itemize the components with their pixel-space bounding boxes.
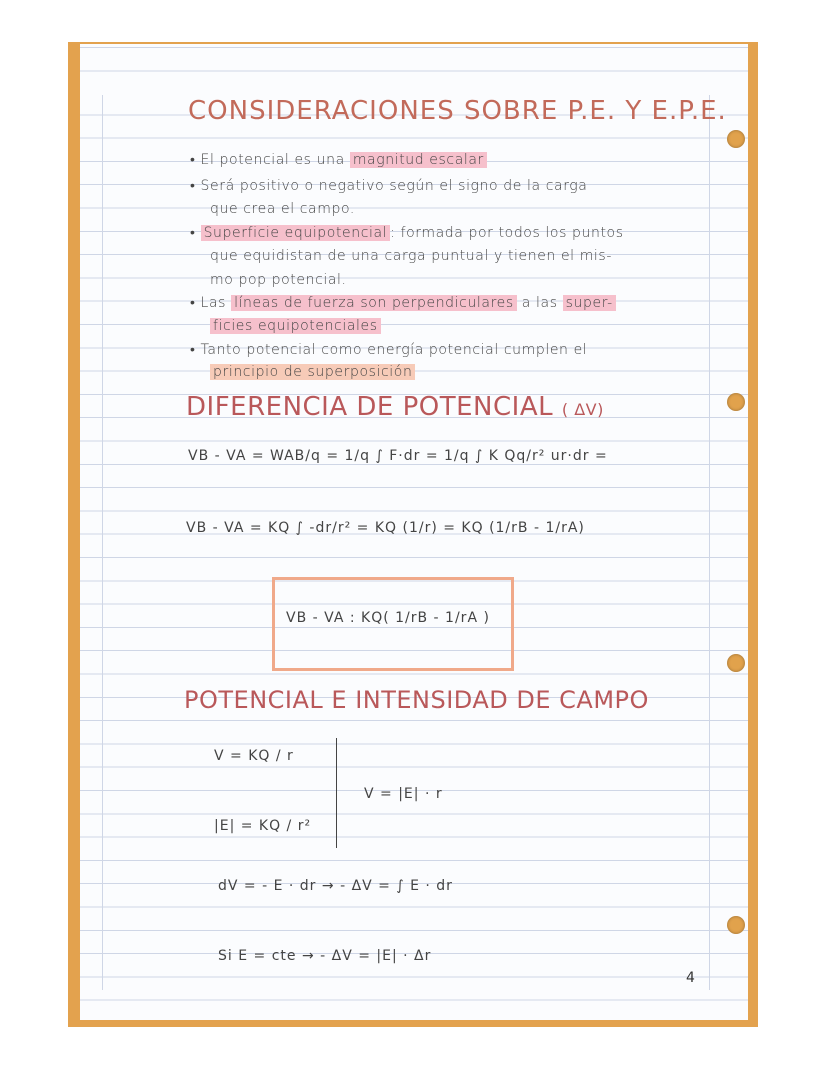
equation-2: VB - VA = KQ ∫ -dr/r² = KQ (1/r) = KQ (1/rB - 1/rA)	[186, 520, 585, 536]
highlight-magnitud-escalar: magnitud escalar	[350, 152, 487, 168]
bullet-4-mid: a las	[516, 295, 563, 311]
section-title-potencial-intensidad: POTENCIAL E INTENSIDAD DE CAMPO	[184, 686, 649, 714]
highlight-lineas-fuerza: líneas de fuerza son perpendiculares	[231, 295, 517, 311]
page-number: 4	[686, 970, 695, 986]
diferencia-title-text: DIFERENCIA DE POTENCIAL	[186, 392, 554, 422]
bullet-4-line-1	[190, 294, 616, 311]
boxed-equation: VB - VA : KQ( 1/rB - 1/rA )	[286, 610, 490, 626]
equation-v-e-r: V = |E| · r	[364, 786, 443, 802]
bullet-2-line-1: • Será positivo o negativo según el signo de la carga	[190, 178, 588, 194]
delta-v-suffix: ( ΔV)	[561, 400, 604, 419]
bullet-2-line-2: que crea el campo.	[210, 201, 355, 217]
highlight-superficie-equipotencial: Superficie equipotencial	[201, 225, 391, 241]
curly-brace	[336, 738, 337, 848]
bullet-3-dot: •	[190, 225, 201, 241]
section-title-consideraciones: CONSIDERACIONES SOBRE P.E. Y E.P.E.	[188, 96, 727, 126]
equation-1: VB - VA = WAB/q = 1/q ∫ F·dr = 1/q ∫ K Qq/r² ur·dr =	[188, 448, 608, 464]
highlight-super: super-	[563, 295, 616, 311]
punch-hole-bottom	[727, 916, 745, 934]
equation-e-kq-r2: |E| = KQ / r²	[214, 818, 312, 834]
bullet-3-line-2: que equidistan de una carga puntual y tienen el mis-	[210, 248, 612, 264]
bullet-1	[190, 151, 487, 168]
right-margin-line	[709, 95, 710, 990]
bullet-5-line-2	[210, 364, 415, 380]
left-margin-line	[102, 95, 103, 990]
punch-hole-top	[727, 130, 745, 148]
bullet-3-text: : formada por todos los puntos	[390, 225, 624, 241]
bullet-3-line-3: mo pop potencial.	[210, 272, 347, 288]
bullet-4-pre: • Las	[190, 295, 232, 311]
bullet-1-text: • El potencial es una	[190, 152, 350, 168]
bullet-5-line-1: • Tanto potencial como energía potencial cumplen el	[190, 342, 588, 358]
punch-hole-middle	[727, 393, 745, 411]
punch-hole-lower	[727, 654, 745, 672]
equation-dv: dV = - E · dr → - ΔV = ∫ E · dr	[218, 878, 453, 894]
section-title-diferencia	[186, 392, 604, 422]
equation-si-e-cte: Si E = cte → - ΔV = |E| · Δr	[218, 948, 432, 964]
equation-v-kq-r: V = KQ / r	[214, 748, 294, 764]
highlight-principio-superposicion: principio de superposición	[210, 364, 415, 380]
bullet-3-line-1	[190, 224, 624, 241]
highlight-ficies-equipotenciales: ficies equipotenciales	[210, 318, 381, 334]
bullet-4-line-2	[210, 318, 381, 334]
